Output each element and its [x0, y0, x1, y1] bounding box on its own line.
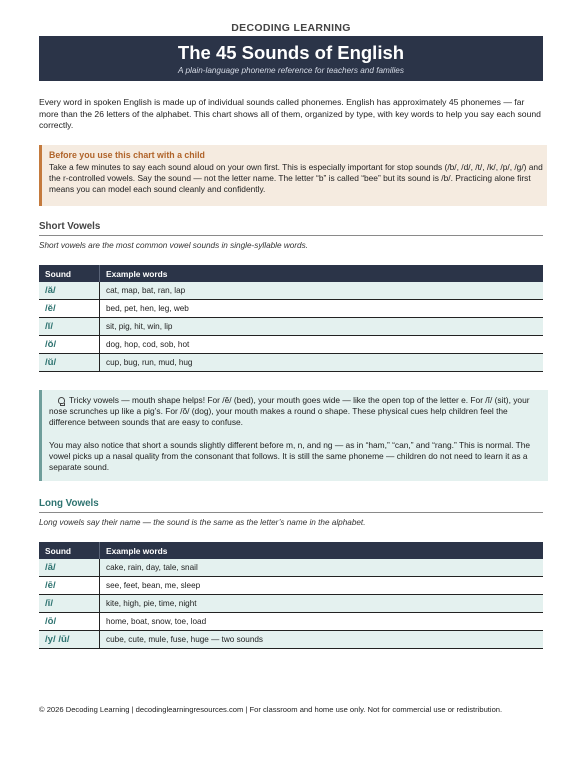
examples-cell: cup, bug, run, mud, hug: [100, 354, 544, 372]
table-row: [39, 577, 543, 595]
examples-cell: home, boat, snow, toe, load: [100, 613, 544, 631]
short-vowels-description: Short vowels are the most common vowel sounds in single-syllable words.: [39, 241, 308, 250]
long-vowels-description: Long vowels say their name — the sound is the same as the letter’s name in the alphabet.: [39, 518, 366, 527]
tip-paragraph-2: You may also notice that short a sounds slightly different before m, n, and ng — as in “ham,” “can,” and “rang.” This is normal. The vowel picks up a nasal quality from the consonant that follows. It is still the same phoneme — children do not need to learn it as a separate sound.: [49, 439, 531, 473]
table-row: [39, 336, 543, 354]
callout-title: Before you use this chart with a child: [49, 150, 205, 160]
page-subtitle: A plain-language phoneme reference for teachers and families: [178, 66, 404, 75]
tip-text-1: Tricky vowels — mouth shape helps! For /ĕ/ (bed), your mouth goes wide — like the open top of the letter e. For /ĭ/ (sit), your nose scrunches up like a pig’s. For /ŏ/ (dog), your mouth makes a round o shape. These physical cues help children feel the difference between sounds that are easy to confuse.: [49, 395, 530, 428]
table-row: [39, 631, 543, 649]
brand-label: DECODING LEARNING: [231, 22, 351, 34]
table-header-row: [39, 265, 543, 282]
lightbulb-icon: [58, 397, 65, 404]
table-row: [39, 595, 543, 613]
table-row: [39, 613, 543, 631]
sound-cell: /ŭ/: [39, 354, 100, 372]
table-row: [39, 354, 543, 372]
short-vowels-table: [39, 265, 543, 372]
examples-cell: sit, pig, hit, win, lip: [100, 318, 544, 336]
sound-cell: /ā/: [39, 559, 100, 577]
tricky-vowels-tip: [39, 390, 548, 481]
table-header-row: [39, 542, 543, 559]
page-title: The 45 Sounds of English: [177, 42, 405, 63]
sound-cell: /ă/: [39, 282, 100, 300]
table-row: [39, 300, 543, 318]
table-row: [39, 282, 543, 300]
sound-cell: /ĕ/: [39, 300, 100, 318]
sound-cell: /ĭ/: [39, 318, 100, 336]
examples-cell: kite, high, pie, time, night: [100, 595, 544, 613]
tip-paragraph-1: [49, 395, 546, 429]
sound-cell: /ō/: [39, 613, 100, 631]
column-header-examples: Example words: [100, 265, 544, 282]
sound-cell: /ŏ/: [39, 336, 100, 354]
examples-cell: cube, cute, mule, fuse, huge — two sounds: [100, 631, 544, 649]
title-banner: [39, 36, 543, 81]
before-you-use-callout: [39, 145, 547, 206]
page-footer: © 2026 Decoding Learning | decodinglearningresources.com | For classroom and home use only. Not for commercial use or redistribution.: [39, 705, 503, 714]
callout-body: Take a few minutes to say each sound aloud on your own first. This is especially important for stop sounds (/b/, /d/, /t/, /k/, /p/, /g/) and the r-controlled vowels. Say the sound — not the letter name. The letter “b” is called “bee” but its sound is /b/. Practicing alone first means you can model each sound cleanly and confidently.: [49, 162, 543, 195]
examples-cell: cake, rain, day, tale, snail: [100, 559, 544, 577]
examples-cell: bed, pet, hen, leg, web: [100, 300, 544, 318]
long-vowels-table: [39, 542, 543, 649]
examples-cell: cat, map, bat, ran, lap: [100, 282, 544, 300]
column-header-sound: Sound: [39, 265, 100, 282]
column-header-examples: Example words: [100, 542, 544, 559]
sound-cell: /ī/: [39, 595, 100, 613]
table-row: [39, 559, 543, 577]
short-vowels-heading: Short Vowels: [39, 221, 543, 236]
long-vowels-heading: Long Vowels: [39, 498, 543, 513]
intro-paragraph: Every word in spoken English is made up of individual sounds called phonemes. English has approximately 45 phonemes — far more than the 26 letters of the alphabet. This chart shows all of them, organized by type, with key words to help you say each sound correctly.: [39, 97, 541, 131]
examples-cell: see, feet, bean, me, sleep: [100, 577, 544, 595]
column-header-sound: Sound: [39, 542, 100, 559]
sound-cell: /ē/: [39, 577, 100, 595]
examples-cell: dog, hop, cod, sob, hot: [100, 336, 544, 354]
sound-cell: /y/ /ū/: [39, 631, 100, 649]
table-row: [39, 318, 543, 336]
